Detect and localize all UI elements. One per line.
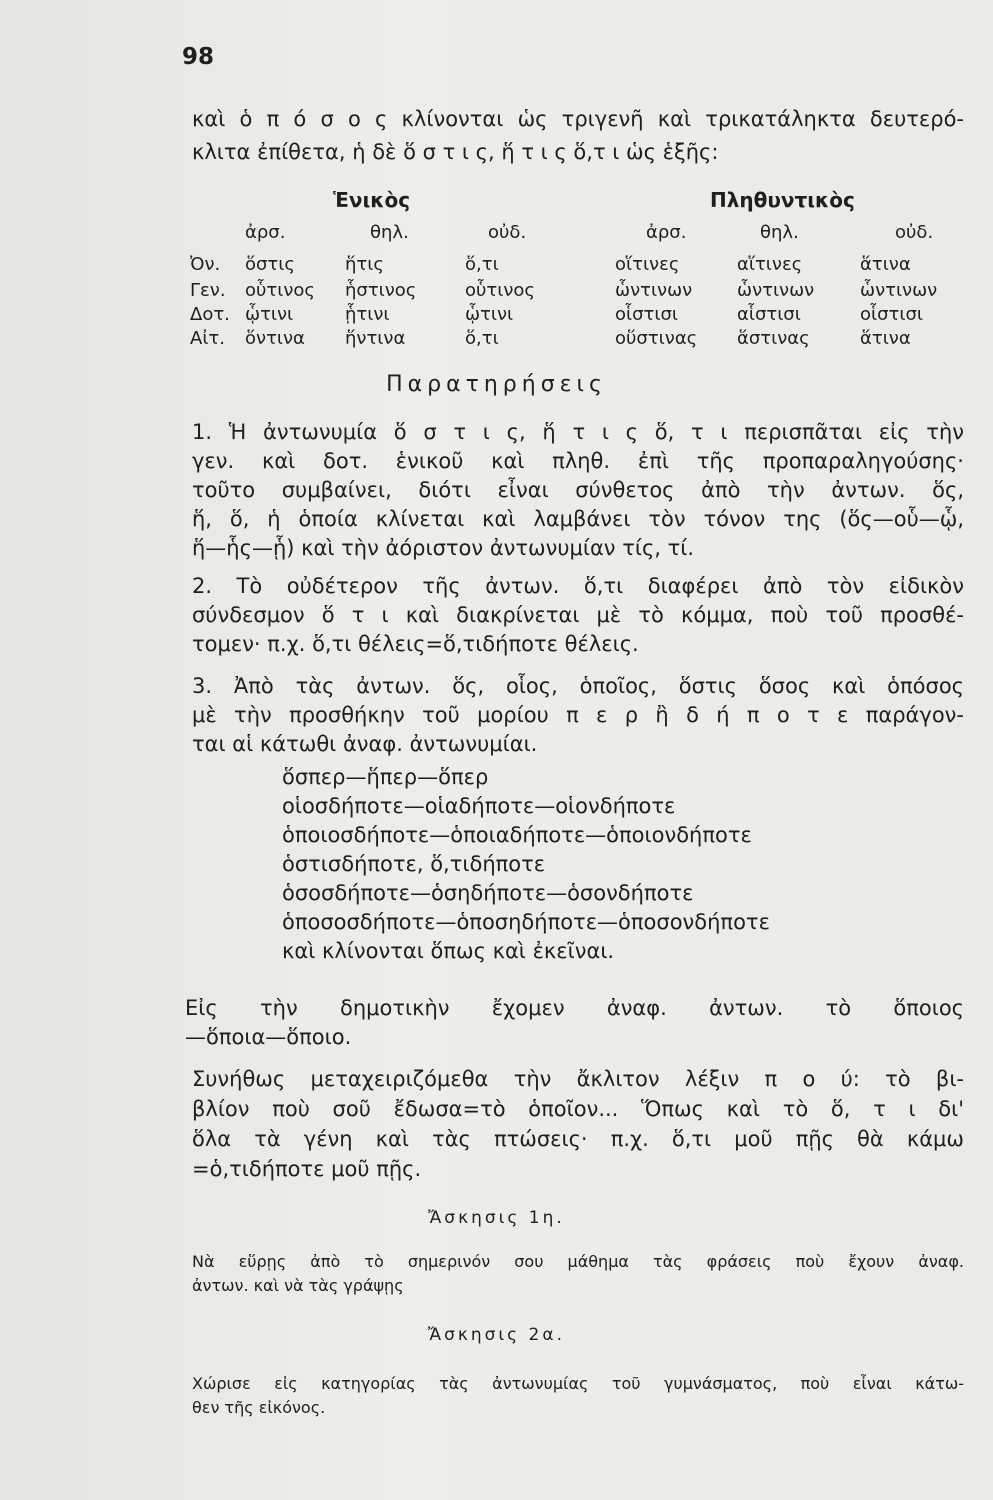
- table-cell: οὕστινας: [615, 328, 698, 349]
- table-cell: ἅτινα: [860, 328, 911, 349]
- table-cell: ἅστινας: [737, 328, 810, 349]
- gender-header: οὐδ.: [488, 222, 527, 243]
- note-2: [192, 572, 964, 659]
- form-line: ὁποσοσδήποτε—ὁποσηδήποτε—ὁποσονδήποτε: [282, 910, 770, 934]
- table-cell: ᾗτινι: [345, 304, 390, 325]
- table-cell: οὗτινος: [465, 280, 535, 301]
- page-number: 98: [182, 44, 215, 70]
- table-cell: ὧντινων: [615, 280, 693, 301]
- note-line: ἥ—ἧς—ᾗ) καὶ τὴν ἀόριστον ἀντωνυμίαν τίς, τί.: [192, 536, 695, 560]
- exercise-2-text: [192, 1372, 964, 1420]
- table-cell: ὅστις: [245, 254, 295, 275]
- note-line: ἥ, ὅ, ἡ ὁποία κλίνεται καὶ λαμβάνει τὸν τόνον της (ὅς—οὗ—ᾧ,: [192, 507, 964, 531]
- pronoun-forms-list: [282, 763, 770, 966]
- case-label: Γεν.: [190, 280, 226, 301]
- table-cell: ὧντινων: [737, 280, 815, 301]
- gender-header: ἀρσ.: [245, 222, 286, 243]
- table-cell: αἵτινες: [737, 254, 803, 275]
- table-cell: ἅτινα: [860, 254, 911, 275]
- note-line: σύνδεσμον ὅ τ ι καὶ διακρίνεται μὲ τὸ κόμμα, ποὺ τοῦ προσθέ-: [192, 603, 964, 627]
- note-line: τομεν· π.χ. ὅ,τι θέλεις=ὅ,τιδήποτε θέλεις.: [192, 632, 639, 656]
- case-label: Δοτ.: [190, 304, 230, 325]
- table-cell: ᾧτινι: [465, 304, 514, 325]
- intro-line: καὶ ὁ π ό σ ο ς κλίνονται ὡς τριγενῆ καὶ τρικατάληκτα δευτερό-: [192, 107, 964, 131]
- pou-line: =ὁ,τιδήποτε μοῦ πῇς.: [192, 1157, 422, 1181]
- pou-line: Συνήθως μεταχειριζόμεθα τὴν ἄκλιτον λέξιν π ο ύ: τὸ βι-: [192, 1067, 964, 1091]
- note-line: 3. Ἀπὸ τὰς ἀντων. ὅς, οἷος, ὁποῖος, ὅστις ὅσος καὶ ὁπόσος: [192, 674, 964, 698]
- gender-header: ἀρσ.: [646, 222, 687, 243]
- note-line: μὲ τὴν προσθήκην τοῦ μορίου π ε ρ ἢ δ ή π ο τ ε παράγον-: [192, 703, 964, 727]
- table-cell: οἷστισι: [615, 304, 678, 325]
- table-cell: ὅντινα: [245, 328, 305, 349]
- note-line: τοῦτο συμβαίνει, διότι εἶναι σύνθετος ἀπὸ τὴν ἀντων. ὅς,: [192, 478, 964, 502]
- exercise-2-title: Ἄσκησις 2α.: [428, 1325, 565, 1345]
- note-line: 2. Τὸ οὐδέτερον τῆς ἀντων. ὅ,τι διαφέρει ἀπὸ τὸν εἰδικὸν: [192, 574, 964, 598]
- pou-line: βλίον ποὺ σοῦ ἔδωσα=τὸ ὁποῖον... Ὅπως καὶ τὸ ὅ, τ ι δι': [192, 1097, 964, 1121]
- exercise-line: θεν τῆς εἰκόνος.: [192, 1398, 326, 1417]
- form-line: ὁποιοσδήποτε—ὁποιαδήποτε—ὁποιονδήποτε: [282, 823, 752, 847]
- form-line: καὶ κλίνονται ὅπως καὶ ἐκεῖναι.: [282, 939, 615, 963]
- table-group-plural: Πληθυντικὸς: [710, 188, 855, 212]
- note-line: γεν. καὶ δοτ. ἑνικοῦ καὶ πληθ. ἐπὶ τῆς προπαραληγούσης·: [192, 449, 964, 473]
- table-cell: ᾧτινι: [245, 304, 294, 325]
- case-label: Αἰτ.: [190, 328, 225, 349]
- gender-header: θηλ.: [760, 222, 799, 243]
- form-line: οἱοσδήποτε—οἱαδήποτε—οἱονδήποτε: [282, 794, 676, 818]
- form-line: ὁστισδήποτε, ὅ,τιδήποτε: [282, 852, 546, 876]
- gender-header: θηλ.: [370, 222, 409, 243]
- table-group-singular: Ἑνικὸς: [333, 188, 411, 212]
- table-cell: ὧντινων: [860, 280, 938, 301]
- note-1: [192, 418, 964, 563]
- table-cell: ὅ,τι: [465, 328, 499, 349]
- note-line: ται αἱ κάτωθι ἀναφ. ἀντωνυμίαι.: [192, 732, 538, 756]
- table-cell: ἥντινα: [345, 328, 406, 349]
- table-cell: ὅ,τι: [465, 254, 499, 275]
- demotic-paragraph: [185, 994, 964, 1052]
- exercise-line: Νὰ εὕρῃς ἀπὸ τὸ σημερινόν σου μάθημα τὰς φράσεις ποὺ ἔχουν ἀναφ.: [192, 1252, 964, 1271]
- table-cell: αἷστισι: [737, 304, 801, 325]
- exercise-1-text: [192, 1250, 964, 1298]
- gender-header: οὐδ.: [895, 222, 934, 243]
- table-cell: οἵτινες: [615, 254, 680, 275]
- note-3: [192, 672, 964, 759]
- notes-heading: Παρατηρήσεις: [386, 372, 607, 397]
- pou-line: ὅλα τὰ γένη καὶ τὰς πτώσεις· π.χ. ὅ,τι μοῦ πῇς θὰ κάμω: [192, 1127, 964, 1151]
- intro-line: κλιτα ἐπίθετα, ἡ δὲ ὅ σ τ ι ς, ἥ τ ι ς ὅ,τ ι ὡς ἑξῆς:: [192, 140, 719, 164]
- exercise-line: ἀντων. καὶ νὰ τὰς γράψῃς: [192, 1276, 404, 1295]
- pou-paragraph: [192, 1064, 964, 1184]
- form-line: ὅσπερ—ἥπερ—ὅπερ: [282, 765, 489, 789]
- table-cell: ἥτις: [345, 254, 384, 275]
- demotic-line: Εἰς τὴν δημοτικὴν ἔχομεν ἀναφ. ἀντων. τὸ ὅποιος: [185, 996, 964, 1020]
- table-cell: οὗτινος: [245, 280, 315, 301]
- exercise-1-title: Ἄσκησις 1η.: [428, 1208, 565, 1228]
- intro-paragraph: [192, 107, 964, 165]
- demotic-line: —ὅποια—ὅποιο.: [185, 1025, 352, 1049]
- note-line: 1. Ἡ ἀντωνυμία ὅ σ τ ι ς, ἥ τ ι ς ὅ, τ ι περισπᾶται εἰς τὴν: [192, 420, 964, 444]
- exercise-line: Χώρισε εἰς κατηγορίας τὰς ἀντωνυμίας τοῦ γυμνάσματος, ποὺ εἶναι κάτω-: [192, 1374, 964, 1393]
- table-cell: ἧστινος: [345, 280, 417, 301]
- form-line: ὁσοσδήποτε—ὁσηδήποτε—ὁσονδήποτε: [282, 881, 694, 905]
- case-label: Ὀν.: [190, 254, 221, 275]
- table-cell: οἷστισι: [860, 304, 923, 325]
